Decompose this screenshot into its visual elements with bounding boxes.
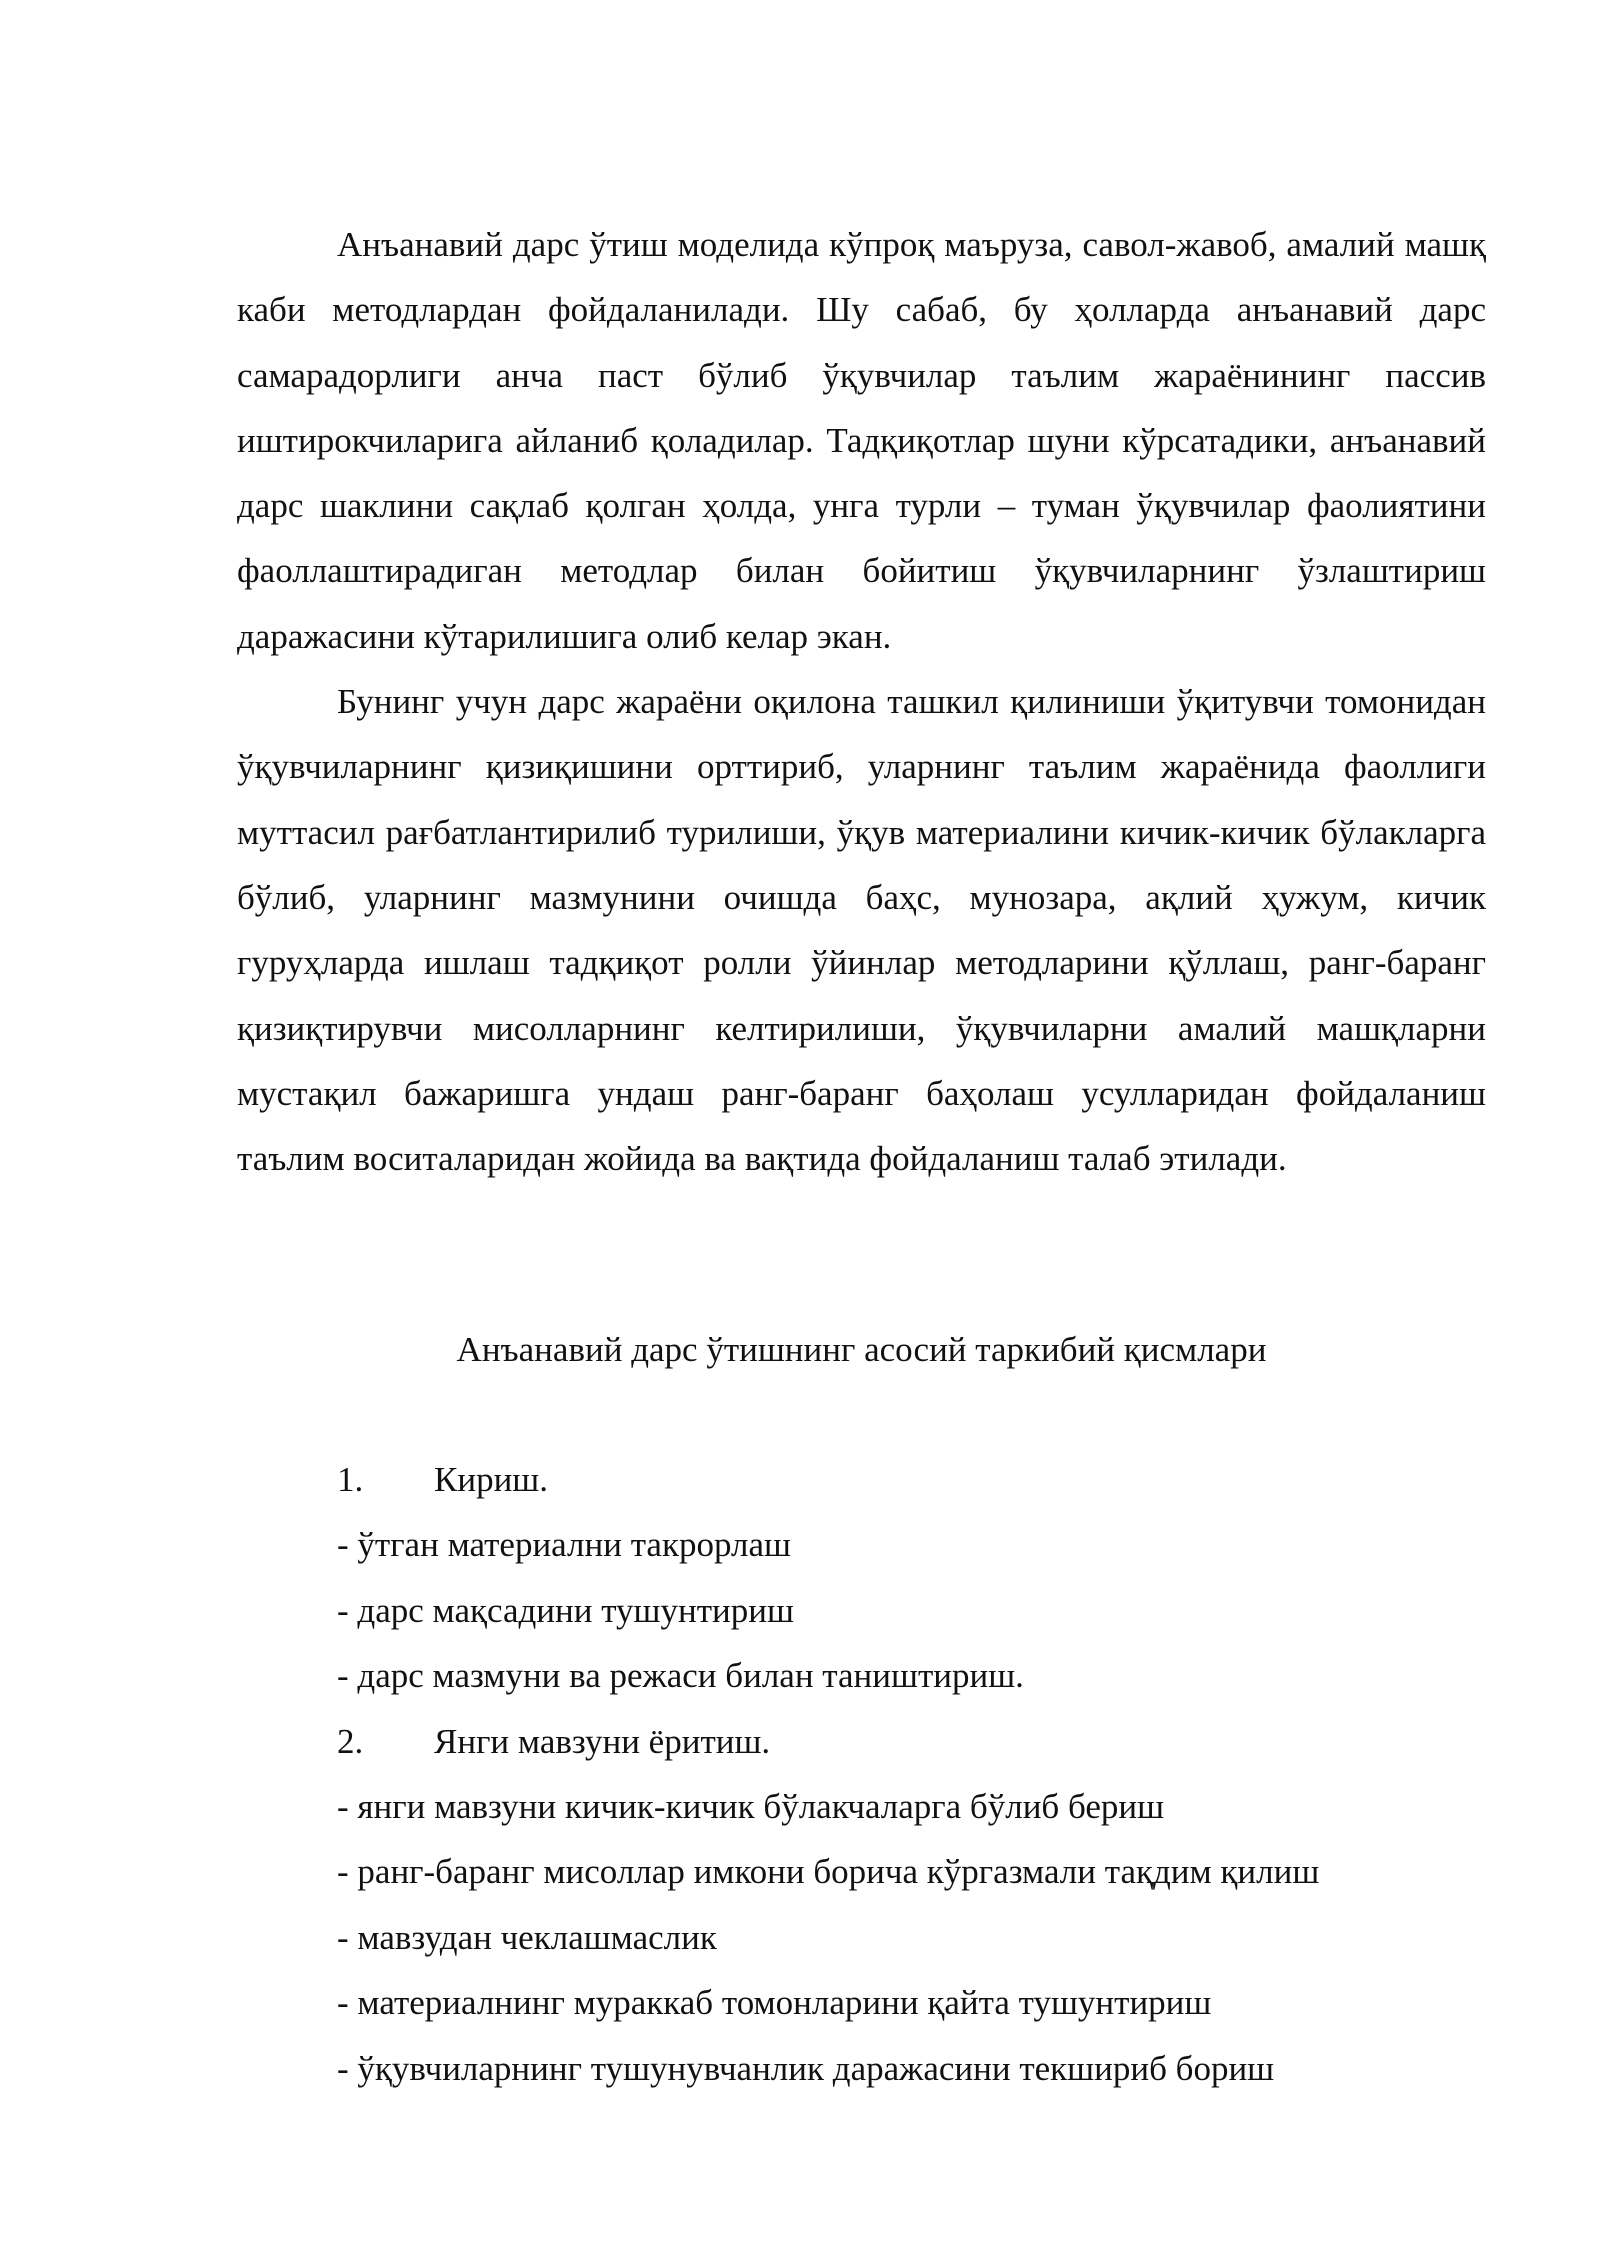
list-section-title <box>337 1709 1486 1774</box>
section-heading: Анъанавий дарс ўтишнинг асосий таркибий қисмлари <box>456 1330 1267 1369</box>
list-item: - дарс мазмуни ва режаси билан таништириш. <box>337 1656 1024 1696</box>
list-title: Кириш. <box>434 1460 549 1499</box>
paragraph-1: Анъанавий дарс ўтиш моделида кўпроқ маъруза, савол-жавоб, амалий машқ каби методлардан фойдаланилади. Шу сабаб, бу ҳолларда анъанавий дарс самарадорлиги анча паст бўлиб ўқувчилар таълим жараёнининг пассив иштирокчиларига айланиб қоладилар. Тадқиқотлар шуни кўрсатадики, анъанавий дарс шаклини сақлаб қолган ҳолда, унга турли – туман ўқувчилар фаолиятини фаоллаштирадиган методлар билан бойитиш ўқувчиларнинг ўзлаштириш даражасини кўтарилишига олиб келар экан. <box>237 225 1486 656</box>
list-item: - ўқувчиларнинг тушунувчанлик даражасини текшириб бориш <box>337 2048 1275 2088</box>
paragraph-2: Бунинг учун дарс жараёни оқилона ташкил қилиниши ўқитувчи томонидан ўқувчиларнинг қизиқишини орттириб, уларнинг таълим жараёнида фаоллиги муттасил рағбатлантирилиб турилиши, ўқув материалини кичик-кичик бўлакларга бўлиб, уларнинг мазмунини очишда баҳс, мунозара, ақлий ҳужум, кичик гуруҳларда ишлаш тадқиқот ролли ўйинлар методларини қўллаш, ранг-баранг қизиқтирувчи мисолларнинг келтирилиши, ўқувчиларни амалий машқларни мустақил бажаришга ундаш ранг-баранг баҳолаш усулларидан фойдаланиш таълим воситаларидан жойида ва вақтида фойдаланиш талаб этилади. <box>237 682 1486 1179</box>
list-number: 2. <box>337 1721 364 1761</box>
body-text <box>237 212 1486 1191</box>
list-item: - дарс мақсадини тушунтириш <box>337 1590 794 1630</box>
list-item: - ўтган материални такрорлаш <box>337 1525 791 1565</box>
list-item: - материалнинг мураккаб томонларини қайта тушунтириш <box>337 1983 1212 2023</box>
outline-list <box>337 1447 1486 2101</box>
list-item: - ранг-баранг мисоллар имкони борича кўргазмали тақдим қилиш <box>337 1852 1320 1892</box>
list-item: - янги мавзуни кичик-кичик бўлакчаларга бўлиб бериш <box>337 1786 1165 1826</box>
list-section-title <box>337 1447 1486 1512</box>
list-title: Янги мавзуни ёритиш. <box>434 1721 771 1761</box>
list-number: 1. <box>337 1460 364 1499</box>
list-item: - мавзудан чеклашмаслик <box>337 1917 717 1957</box>
